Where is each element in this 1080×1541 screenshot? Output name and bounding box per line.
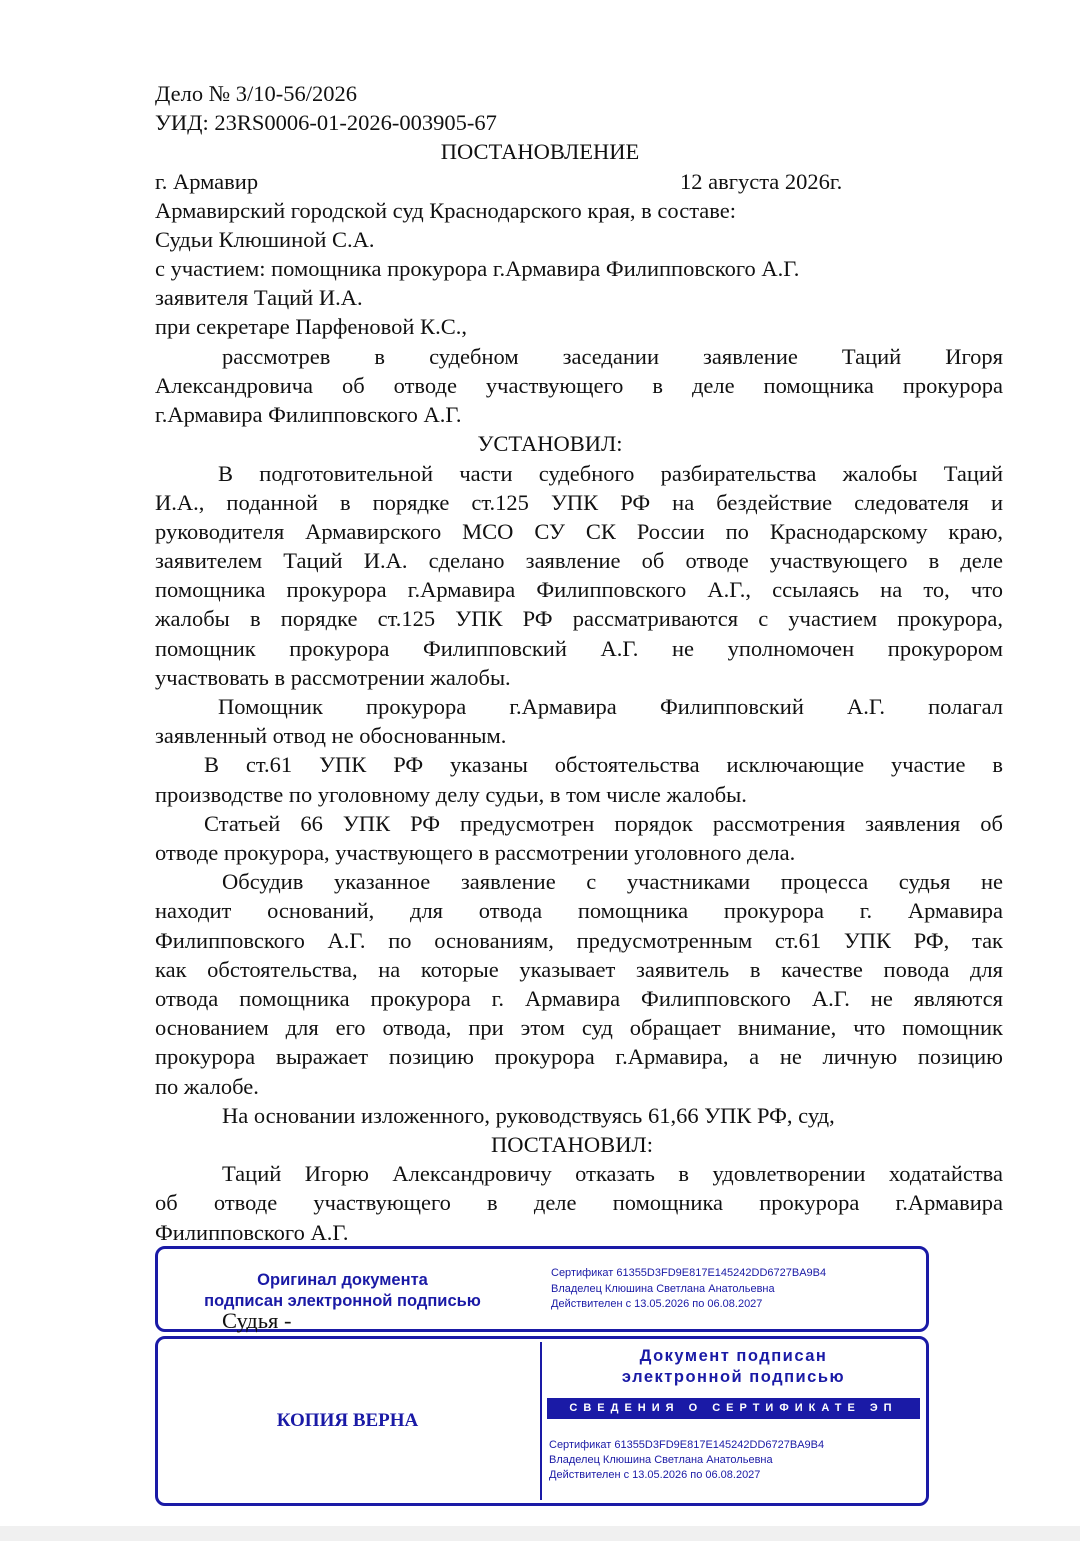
stamp-title-line: электронной подписью bbox=[621, 1368, 846, 1386]
body-line: Филипповского А.Г. по основаниям, предусмотренным ст.61 УПК РФ, так bbox=[155, 928, 1003, 953]
body-line: основанием для его отвода, при этом суд обращает внимание, что помощник bbox=[155, 1015, 1003, 1040]
copy-verified-label: КОПИЯ ВЕРНА bbox=[276, 1410, 419, 1431]
applicant-line: заявителя Таций И.А. bbox=[155, 285, 363, 310]
body-line: Статьей 66 УПК РФ предусмотрен порядок рассмотрения заявления об bbox=[204, 811, 1003, 836]
certificate-validity: Действителен с 13.05.2026 по 06.08.2027 bbox=[551, 1298, 763, 1310]
participation-line: с участием: помощника прокурора г.Армавира Филипповского А.Г. bbox=[155, 256, 800, 281]
stamp-title-line: Оригинал документа bbox=[257, 1271, 428, 1289]
viewer-bottom-bar bbox=[0, 1526, 1080, 1541]
established-heading: УСТАНОВИЛ: bbox=[477, 431, 623, 456]
body-line: по жалобе. bbox=[155, 1074, 259, 1099]
certificate-owner: Владелец Клюшина Светлана Анатольевна bbox=[551, 1283, 775, 1295]
body-line: отводе прокурора, участвующего в рассмотрении уголовного дела. bbox=[155, 840, 796, 865]
decision-line: об отводе участвующего в деле помощника прокурора г.Армавира bbox=[155, 1190, 1003, 1215]
city: г. Армавир bbox=[155, 169, 259, 194]
intro-line: Александровича об отводе участвующего в деле помощника прокурора bbox=[155, 373, 1003, 398]
decided-heading: ПОСТАНОВИЛ: bbox=[491, 1132, 653, 1157]
secretary-line: при секретаре Парфеновой К.С., bbox=[155, 314, 467, 339]
body-line: заявленный отвод не обоснованным. bbox=[155, 723, 507, 748]
body-line: производстве по уголовному делу судьи, в том числе жалобы. bbox=[155, 782, 747, 807]
body-line: Помощник прокурора г.Армавира Филипповский А.Г. полагал bbox=[218, 694, 1003, 719]
body-line: жалобы в порядке ст.125 УПК РФ рассматриваются с участием прокурора, bbox=[155, 606, 1003, 631]
stamp-divider bbox=[540, 1342, 542, 1500]
body-line: В подготовительной части судебного разбирательства жалобы Таций bbox=[218, 461, 1003, 486]
intro-line: г.Армавира Филипповского А.Г. bbox=[155, 402, 462, 427]
judge-signature-label: Судья - bbox=[222, 1308, 292, 1333]
case-number: Дело № 3/10-56/2026 bbox=[155, 81, 358, 106]
certificate-number: Сертификат 61355D3FD9E817E145242DD6727BA9B4 bbox=[551, 1267, 827, 1279]
body-line: помощник прокурора Филипповский А.Г. не уполномочен прокурором bbox=[155, 636, 1003, 661]
certificate-validity: Действителен с 13.05.2026 по 06.08.2027 bbox=[549, 1469, 761, 1481]
decision-line: Таций Игорю Александровичу отказать в удовлетворении ходатайства bbox=[222, 1161, 1003, 1186]
decision-line: Филипповского А.Г. bbox=[155, 1220, 349, 1245]
body-line: как обстоятельства, на которые указывает заявитель в качестве повода для bbox=[155, 957, 1003, 982]
document-title: ПОСТАНОВЛЕНИЕ bbox=[440, 139, 640, 164]
case-uid: УИД: 23RS0006-01-2026-003905-67 bbox=[155, 110, 497, 135]
judge-line: Судьи Клюшиной С.А. bbox=[155, 227, 375, 252]
body-line: прокурора выражает позицию прокурора г.Армавира, а не личную позицию bbox=[155, 1044, 1003, 1069]
body-line: заявителем Таций И.А. сделано заявление об отводе участвующего в деле bbox=[155, 548, 1003, 573]
body-line: находит оснований, для отвода помощника прокурора г. Армавира bbox=[155, 898, 1003, 923]
body-line: отвода помощника прокурора г. Армавира Филипповского А.Г. не являются bbox=[155, 986, 1003, 1011]
body-line: руководителя Армавирского МСО СУ СК России по Краснодарскому краю, bbox=[155, 519, 1003, 544]
intro-line: рассмотрев в судебном заседании заявление Таций Игоря bbox=[222, 344, 1003, 369]
body-line: помощника прокурора г.Армавира Филипповского А.Г., ссылаясь на то, что bbox=[155, 577, 1003, 602]
body-line: участвовать в рассмотрении жалобы. bbox=[155, 665, 511, 690]
court-composition: Армавирский городской суд Краснодарского края, в составе: bbox=[155, 198, 737, 223]
stamp-title-line: Документ подписан bbox=[639, 1347, 828, 1365]
body-line: Обсудив указанное заявление с участниками процесса судья не bbox=[222, 869, 1003, 894]
body-line: На основании изложенного, руководствуясь 61,66 УПК РФ, суд, bbox=[222, 1103, 835, 1128]
stamp-title-line: подписан электронной подписью bbox=[204, 1292, 481, 1310]
body-line: И.А., поданной в порядке ст.125 УПК РФ на бездействие следователя и bbox=[155, 490, 1003, 515]
certificate-owner: Владелец Клюшина Светлана Анатольевна bbox=[549, 1454, 773, 1466]
certificate-info-bar: СВЕДЕНИЯ О СЕРТИФИКАТЕ ЭП bbox=[547, 1398, 920, 1419]
body-line: В ст.61 УПК РФ указаны обстоятельства исключающие участие в bbox=[204, 752, 1003, 777]
document-date: 12 августа 2026г. bbox=[680, 169, 843, 194]
certificate-number: Сертификат 61355D3FD9E817E145242DD6727BA9B4 bbox=[549, 1439, 825, 1451]
